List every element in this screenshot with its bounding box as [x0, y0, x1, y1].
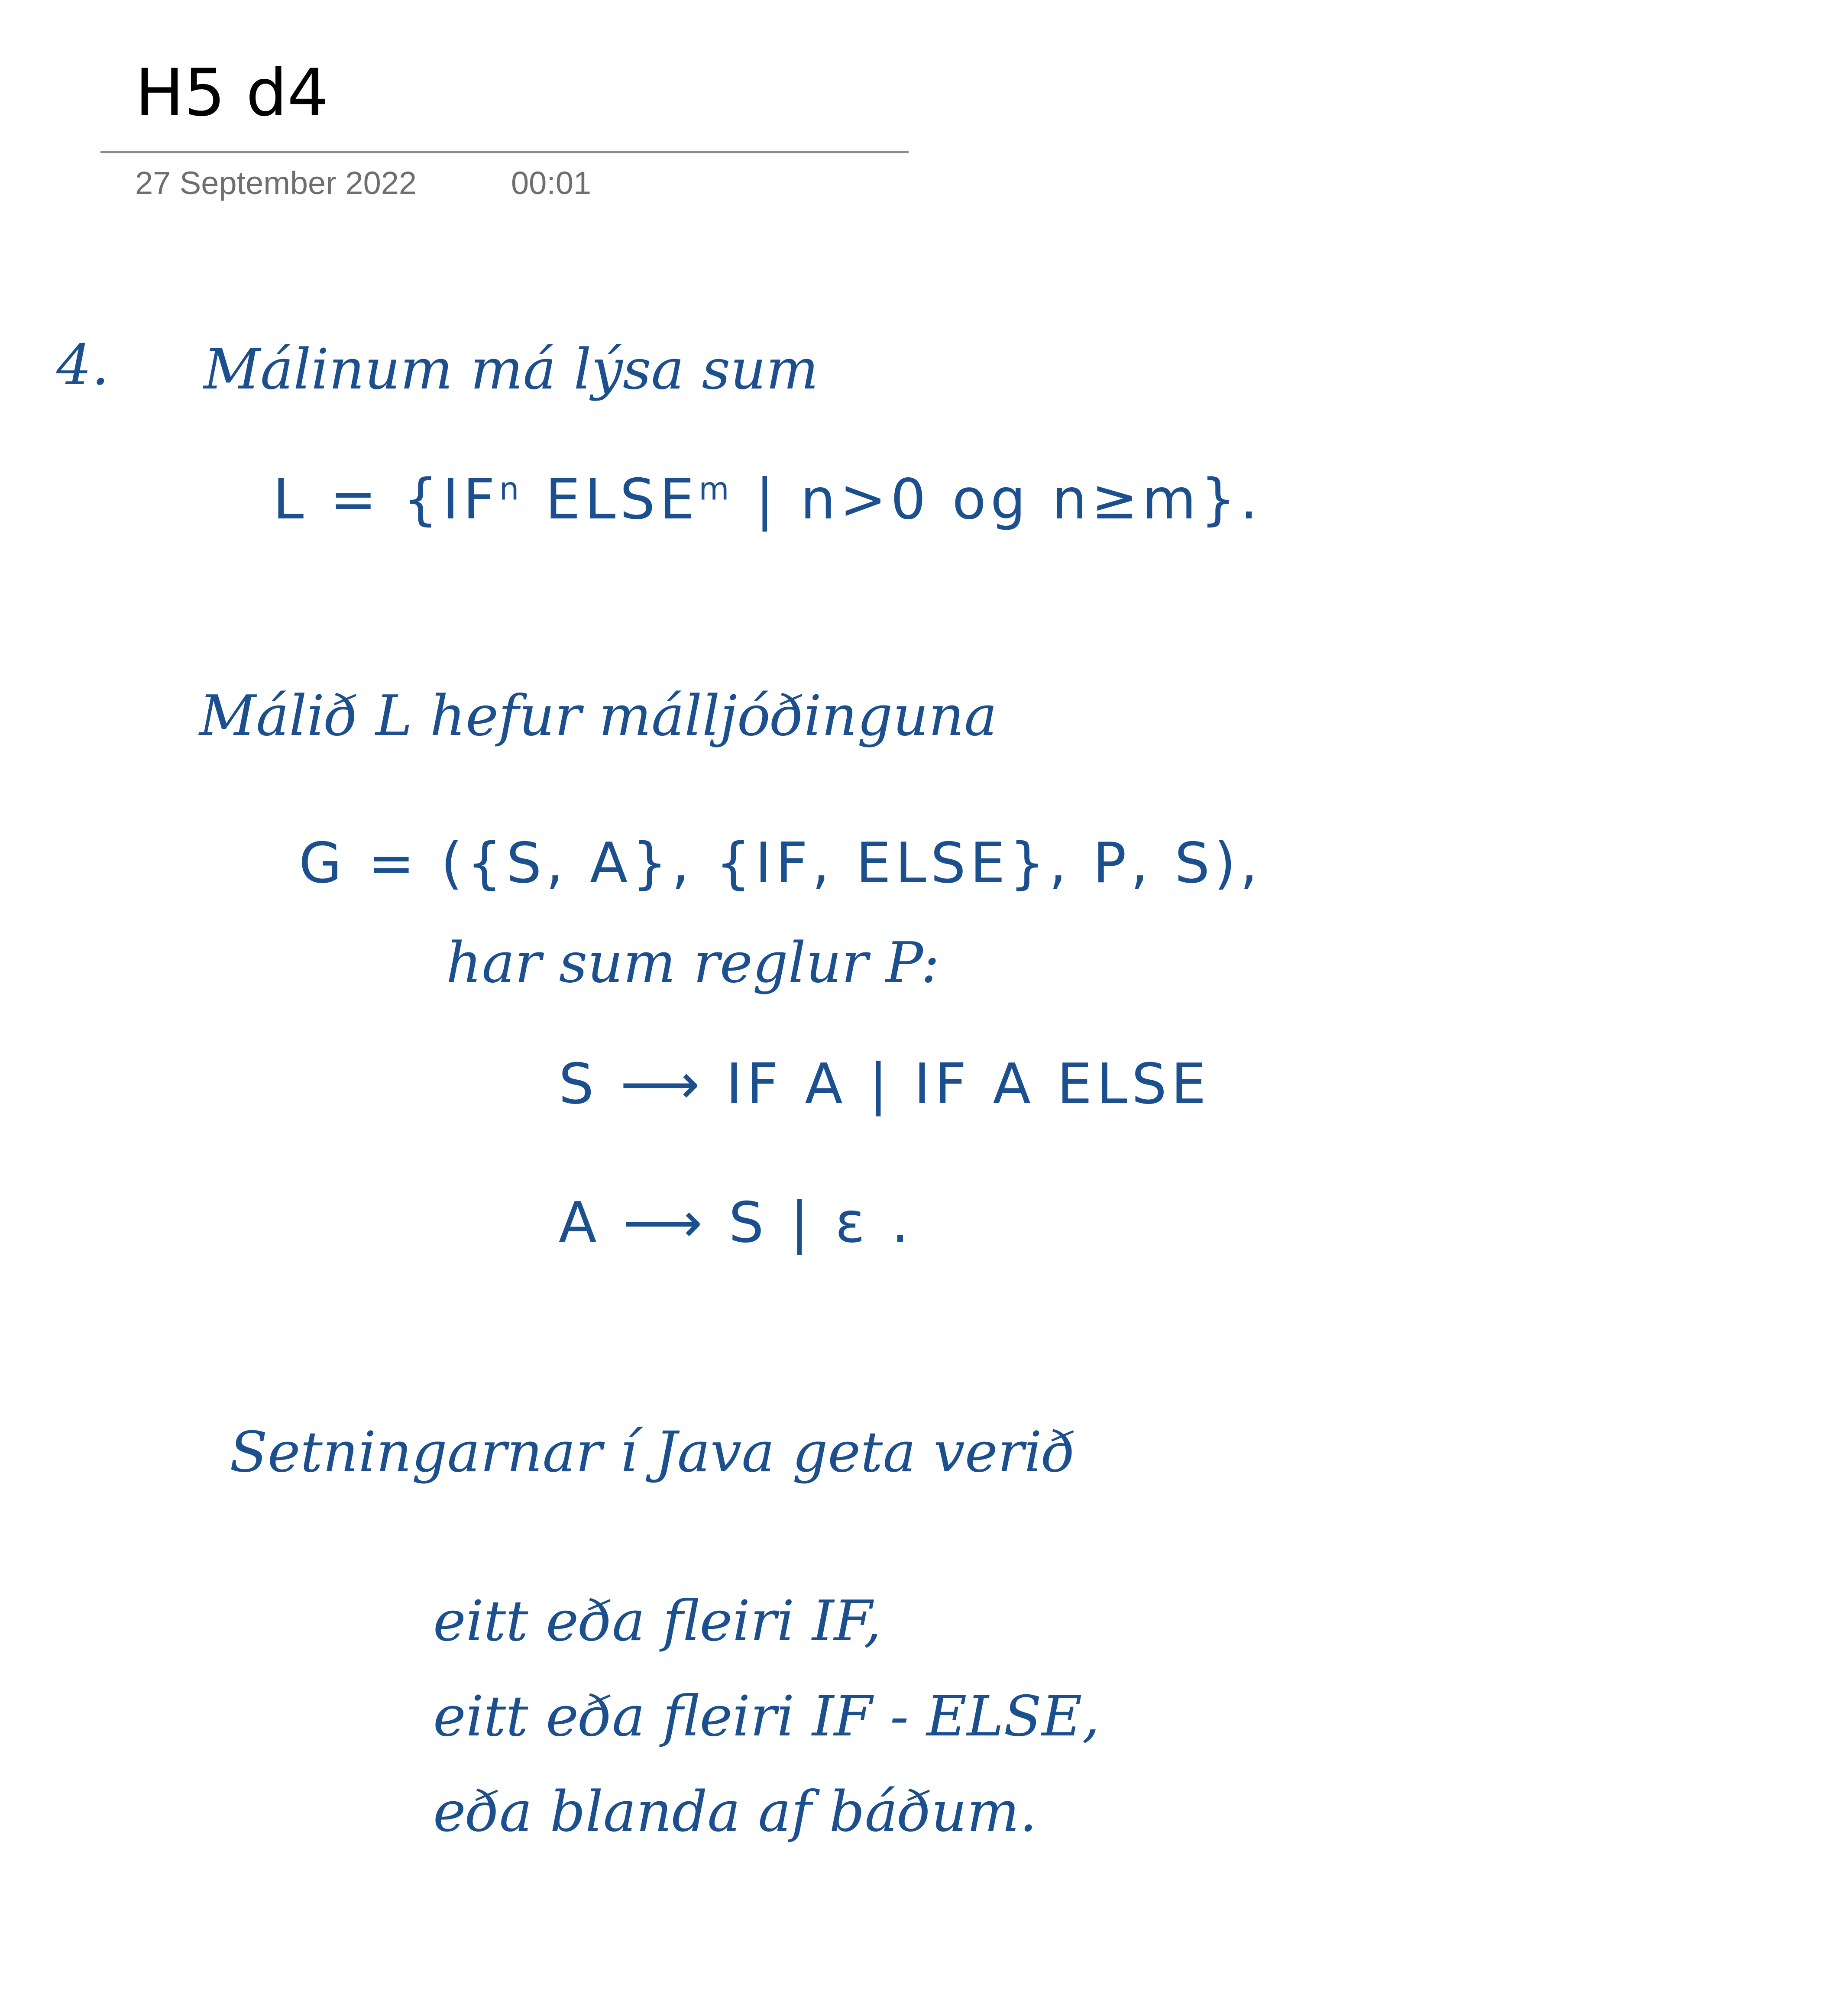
grammar-intro: Málið L hefur málljóðinguna [199, 684, 997, 748]
java-item-2: eitt eða fleiri IF - ELSE, [433, 1684, 1100, 1749]
rule1-arrow: ⟶ [620, 1052, 704, 1117]
exponent-n: n [499, 470, 524, 507]
rules-intro: har sum reglur P: [446, 931, 940, 995]
language-condition: | n>0 og n≥m}. [733, 467, 1262, 532]
production-rule-2 [559, 1191, 913, 1255]
language-set-open: {IF [402, 467, 499, 532]
rule2-rhs: S | ε . [728, 1191, 913, 1255]
intro-line: Málinum má lýsa sum [204, 337, 819, 402]
grammar-tuple: G = ({S, A}, {IF, ELSE}, P, S), [299, 831, 1262, 896]
java-intro: Setningarnar í Java geta verið [230, 1420, 1075, 1485]
title-divider [100, 151, 909, 153]
language-definition [273, 467, 1262, 532]
production-rule-1 [559, 1052, 1210, 1117]
exponent-m: m [699, 470, 734, 507]
java-item-1: eitt eða fleiri IF, [433, 1589, 882, 1654]
language-else: ELSE [523, 467, 699, 532]
language-lhs: L = [273, 467, 381, 532]
java-item-3: eða blanda af báðum. [433, 1780, 1037, 1844]
rule2-lhs: A [559, 1191, 601, 1255]
page-time: 00:01 [511, 165, 592, 201]
problem-number: 4. [56, 333, 110, 398]
rule1-lhs: S [559, 1052, 599, 1117]
page-date: 27 September 2022 [135, 165, 417, 201]
page-title: H5 d4 [135, 55, 329, 131]
rule1-rhs: IF A | IF A ELSE [726, 1052, 1210, 1117]
rule2-arrow: ⟶ [623, 1191, 707, 1255]
